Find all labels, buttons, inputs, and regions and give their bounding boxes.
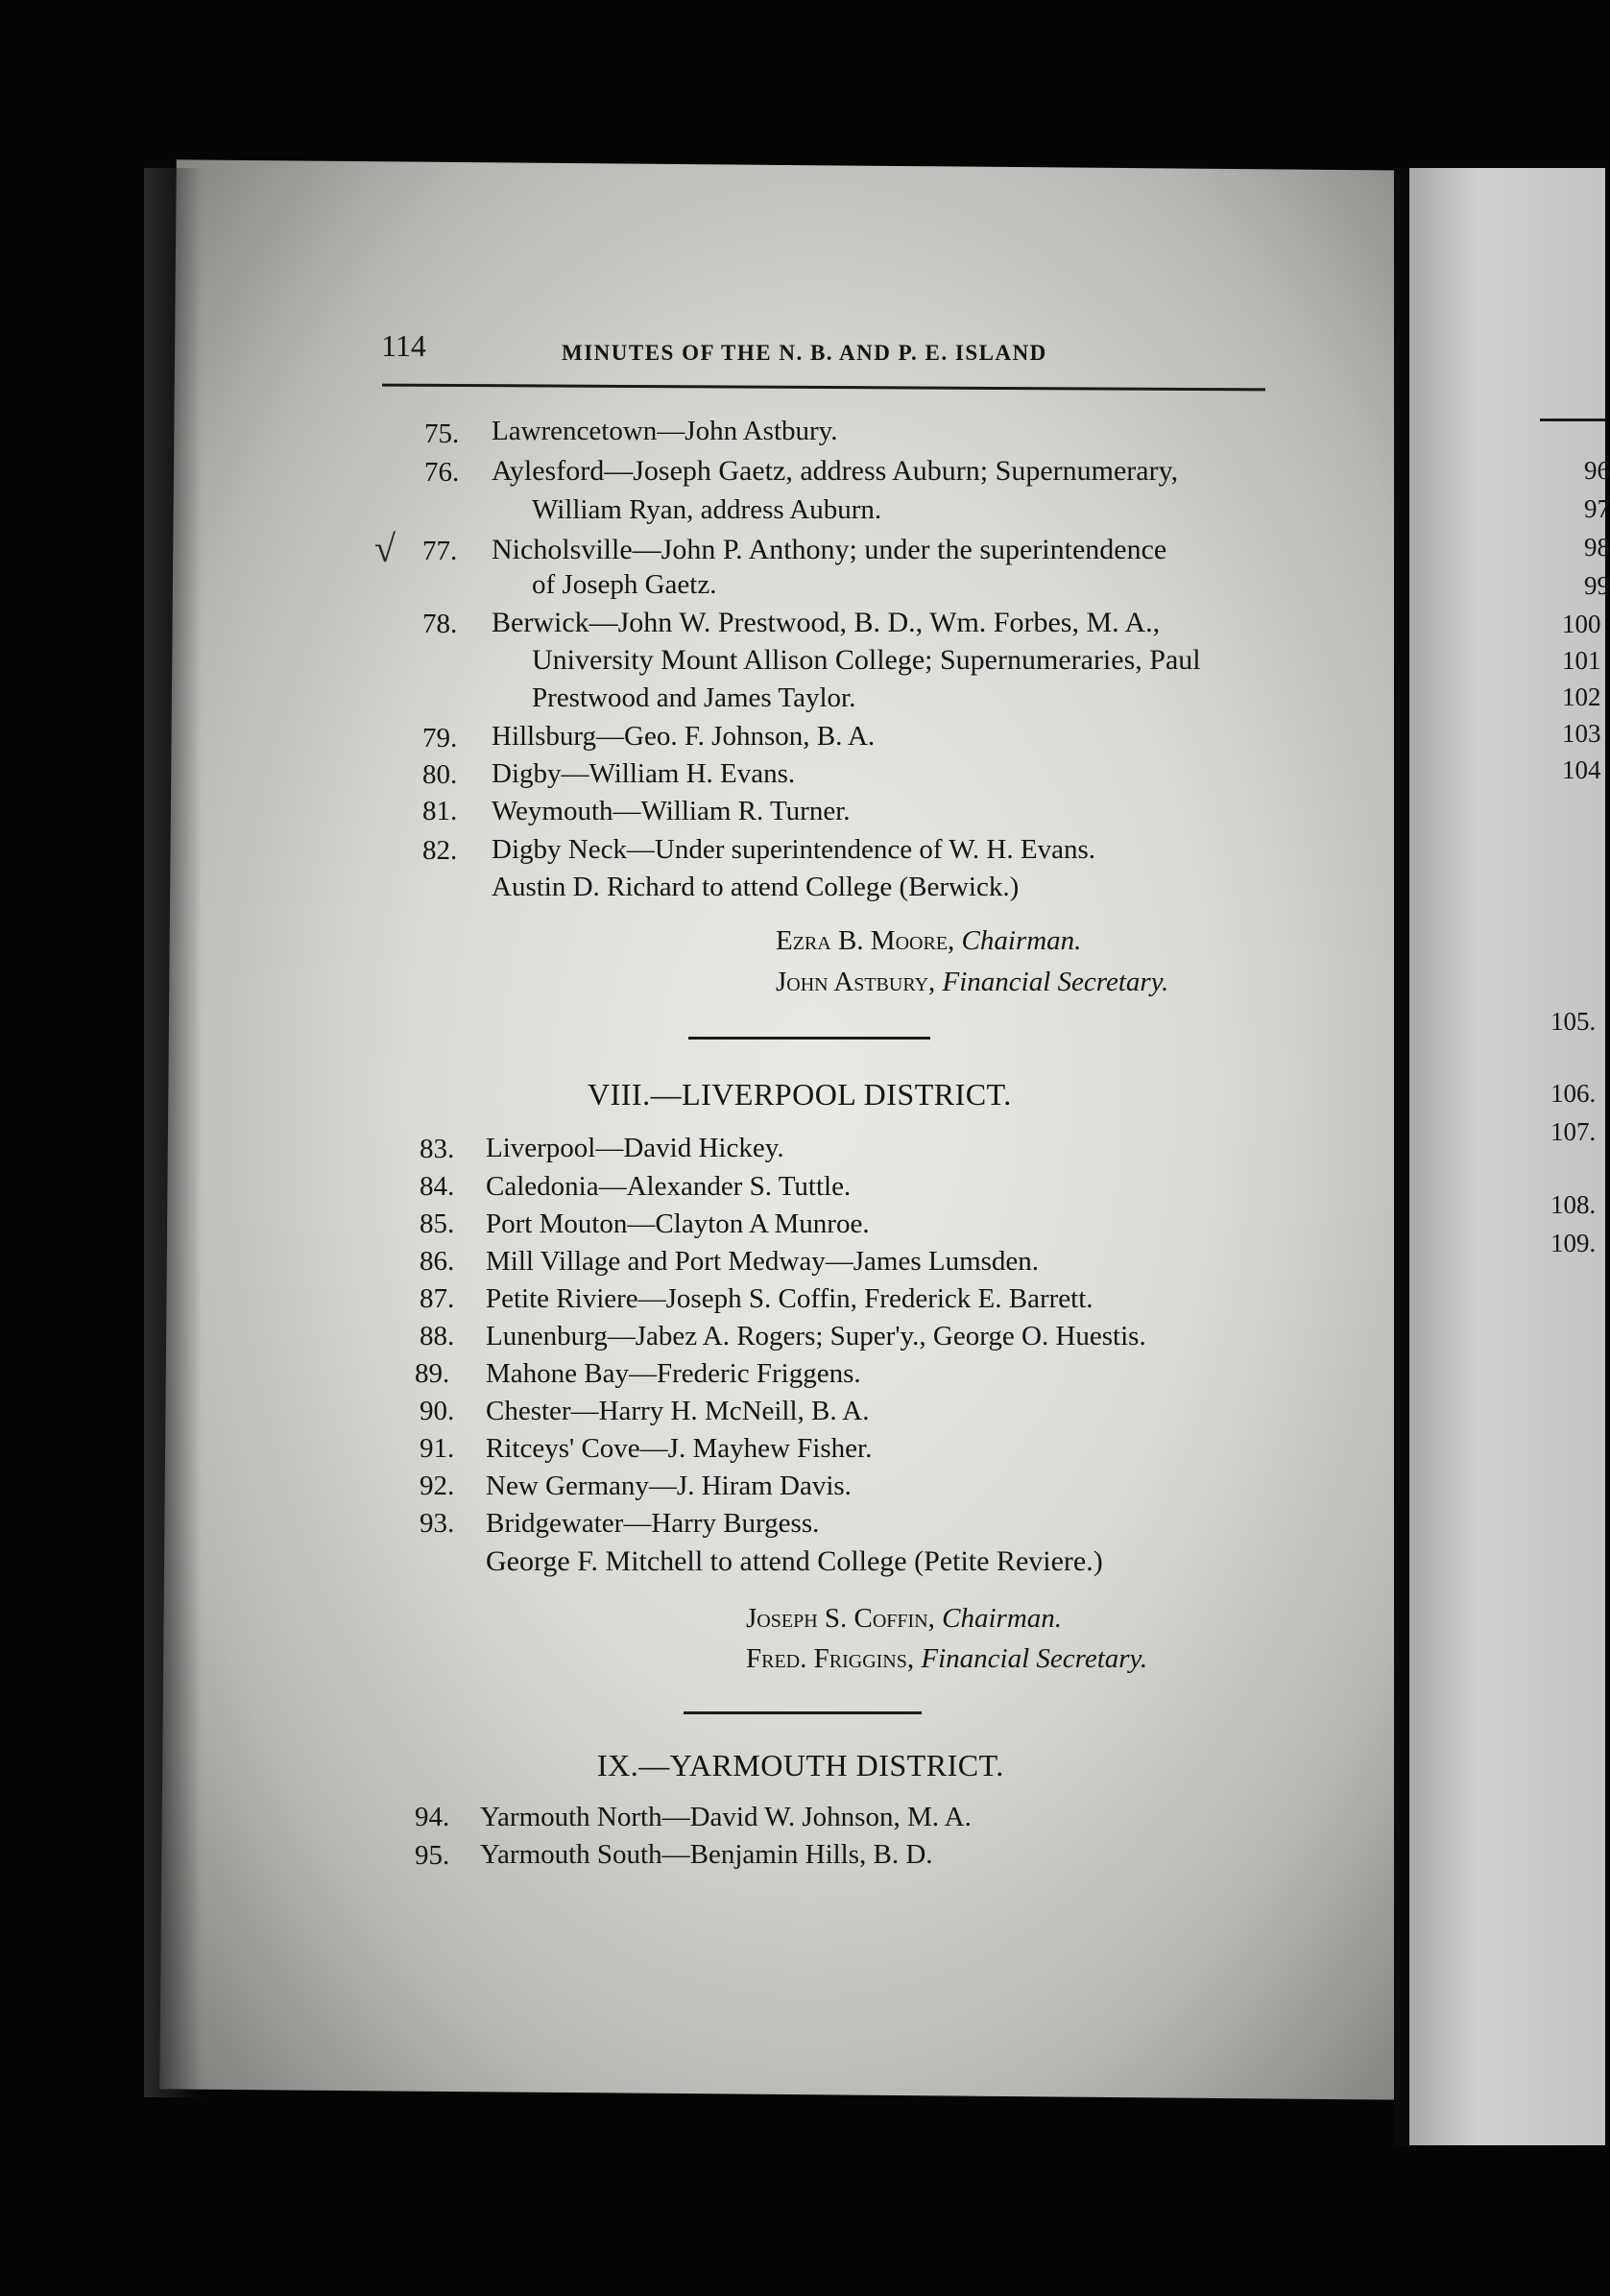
running-head: MINUTES OF THE N. B. AND P. E. ISLAND bbox=[562, 341, 1047, 365]
signature-role: Financial Secretary. bbox=[921, 1643, 1148, 1674]
entry-number: 92. bbox=[420, 1471, 455, 1501]
entry-number: 83. bbox=[420, 1134, 455, 1164]
right-page-entry-number: 97 bbox=[1584, 494, 1610, 523]
entry-text: Mill Village and Port Medway—James Lumsden. bbox=[486, 1246, 1040, 1277]
entry-number: 90. bbox=[420, 1396, 455, 1426]
entry-number: 94. bbox=[415, 1802, 450, 1832]
page-number: 114 bbox=[381, 328, 426, 363]
entry-text: Berwick—John W. Prestwood, B. D., Wm. Forbes, M. A., bbox=[492, 607, 1161, 638]
entry-number: 89. bbox=[415, 1358, 450, 1389]
entry-text-continued: William Ryan, address Auburn. bbox=[532, 494, 882, 525]
right-page-entry-number: 109. bbox=[1550, 1229, 1597, 1257]
right-page-entry-number: 108. bbox=[1550, 1190, 1597, 1219]
entry-number: 82. bbox=[422, 835, 458, 866]
right-page-edge bbox=[1409, 168, 1605, 2145]
entry-number: 86. bbox=[420, 1246, 455, 1277]
signature-name: Joseph S. Coffin, bbox=[746, 1603, 935, 1634]
signature-role: Financial Secretary. bbox=[942, 967, 1169, 997]
entry-number: 76. bbox=[424, 457, 460, 488]
right-page-entry-number: 106. bbox=[1550, 1079, 1597, 1108]
entry-number: 85. bbox=[420, 1208, 455, 1239]
entry-text: Mahone Bay—Frederic Friggens. bbox=[486, 1358, 861, 1389]
college-note: Austin D. Richard to attend College (Berwick.) bbox=[492, 872, 1020, 902]
right-page-entry-number: 103 bbox=[1562, 719, 1601, 748]
entry-text: Nicholsville—John P. Anthony; under the superintendence bbox=[492, 534, 1167, 565]
entry-text: Chester—Harry H. McNeill, B. A. bbox=[486, 1396, 870, 1426]
signature-name: Ezra B. Moore, bbox=[776, 925, 955, 956]
signature-financial-secretary bbox=[776, 966, 1168, 998]
entry-text: Lawrencetown—John Astbury. bbox=[492, 416, 838, 446]
entry-text: Caledonia—Alexander S. Tuttle. bbox=[486, 1171, 852, 1202]
entry-text-continued: University Mount Allison College; Supernumeraries, Paul bbox=[532, 644, 1201, 676]
entry-text-continued: of Joseph Gaetz. bbox=[532, 569, 717, 600]
entry-text: New Germany—J. Hiram Davis. bbox=[486, 1471, 852, 1501]
spine-shadow bbox=[144, 168, 202, 2097]
entry-number: 78. bbox=[422, 609, 458, 639]
entry-text: Aylesford—Joseph Gaetz, address Auburn; Supernumerary, bbox=[492, 455, 1179, 487]
entry-number: 91. bbox=[420, 1433, 455, 1464]
district-heading: IX.—YARMOUTH DISTRICT. bbox=[597, 1748, 1004, 1782]
entry-text: Lunenburg—Jabez A. Rogers; Super'y., George O. Huestis. bbox=[486, 1321, 1146, 1351]
right-page-entry-number: 101 bbox=[1562, 646, 1601, 675]
entry-text: Ritceys' Cove—J. Mayhew Fisher. bbox=[486, 1433, 873, 1464]
entry-number: 81. bbox=[422, 796, 458, 826]
entry-number: 95. bbox=[415, 1840, 450, 1871]
right-page-entry-number: 100 bbox=[1562, 610, 1601, 638]
entry-text: Digby—William H. Evans. bbox=[492, 758, 796, 789]
signature-name: Fred. Friggins, bbox=[746, 1643, 915, 1674]
right-page-entry-number: 102 bbox=[1562, 682, 1601, 711]
right-page-header-rule bbox=[1540, 419, 1605, 421]
district-heading: VIII.—LIVERPOOL DISTRICT. bbox=[588, 1077, 1012, 1112]
section-divider bbox=[684, 1711, 922, 1714]
entry-text: Digby Neck—Under superintendence of W. H. Evans. bbox=[492, 834, 1095, 865]
college-note: George F. Mitchell to attend College (Petite Reviere.) bbox=[486, 1545, 1103, 1577]
signature-financial-secretary bbox=[746, 1642, 1147, 1675]
entry-text: Petite Riviere—Joseph S. Coffin, Frederick E. Barrett. bbox=[486, 1283, 1093, 1314]
right-page-entry-number: 99 bbox=[1584, 571, 1610, 600]
right-page-entry-number: 98 bbox=[1584, 533, 1610, 562]
entry-number: 80. bbox=[422, 759, 458, 790]
entry-text: Weymouth—William R. Turner. bbox=[492, 796, 851, 826]
entry-text: Bridgewater—Harry Burgess. bbox=[486, 1508, 820, 1539]
entry-number: 84. bbox=[420, 1171, 455, 1202]
entry-number: 77. bbox=[422, 536, 458, 566]
section-divider bbox=[688, 1037, 930, 1040]
entry-text-continued: Prestwood and James Taylor. bbox=[532, 682, 856, 713]
page-gutter bbox=[1394, 168, 1409, 2145]
entry-number: 75. bbox=[424, 419, 460, 449]
signature-role: Chairman. bbox=[942, 1603, 1063, 1634]
entry-text: Yarmouth South—Benjamin Hills, B. D. bbox=[480, 1839, 933, 1870]
right-page-entry-number: 105. bbox=[1550, 1007, 1597, 1036]
entry-number: 88. bbox=[420, 1321, 455, 1351]
entry-number: 93. bbox=[420, 1508, 455, 1539]
entry-number: 87. bbox=[420, 1283, 455, 1314]
entry-text: Port Mouton—Clayton A Munroe. bbox=[486, 1208, 870, 1239]
signature-name: John Astbury, bbox=[776, 967, 936, 997]
right-page-entry-number: 104 bbox=[1562, 755, 1601, 784]
entry-text: Hillsburg—Geo. F. Johnson, B. A. bbox=[492, 721, 876, 752]
signature-role: Chairman. bbox=[961, 925, 1082, 956]
entry-text: Yarmouth North—David W. Johnson, M. A. bbox=[480, 1802, 972, 1832]
signature-chairman bbox=[776, 924, 1081, 957]
entry-number: 79. bbox=[422, 723, 458, 753]
right-page-entry-number: 107. bbox=[1550, 1117, 1597, 1146]
signature-chairman bbox=[746, 1602, 1062, 1635]
right-page-entry-number: 96 bbox=[1584, 456, 1610, 485]
margin-check-mark: √ bbox=[374, 527, 396, 570]
entry-text: Liverpool—David Hickey. bbox=[486, 1133, 784, 1163]
